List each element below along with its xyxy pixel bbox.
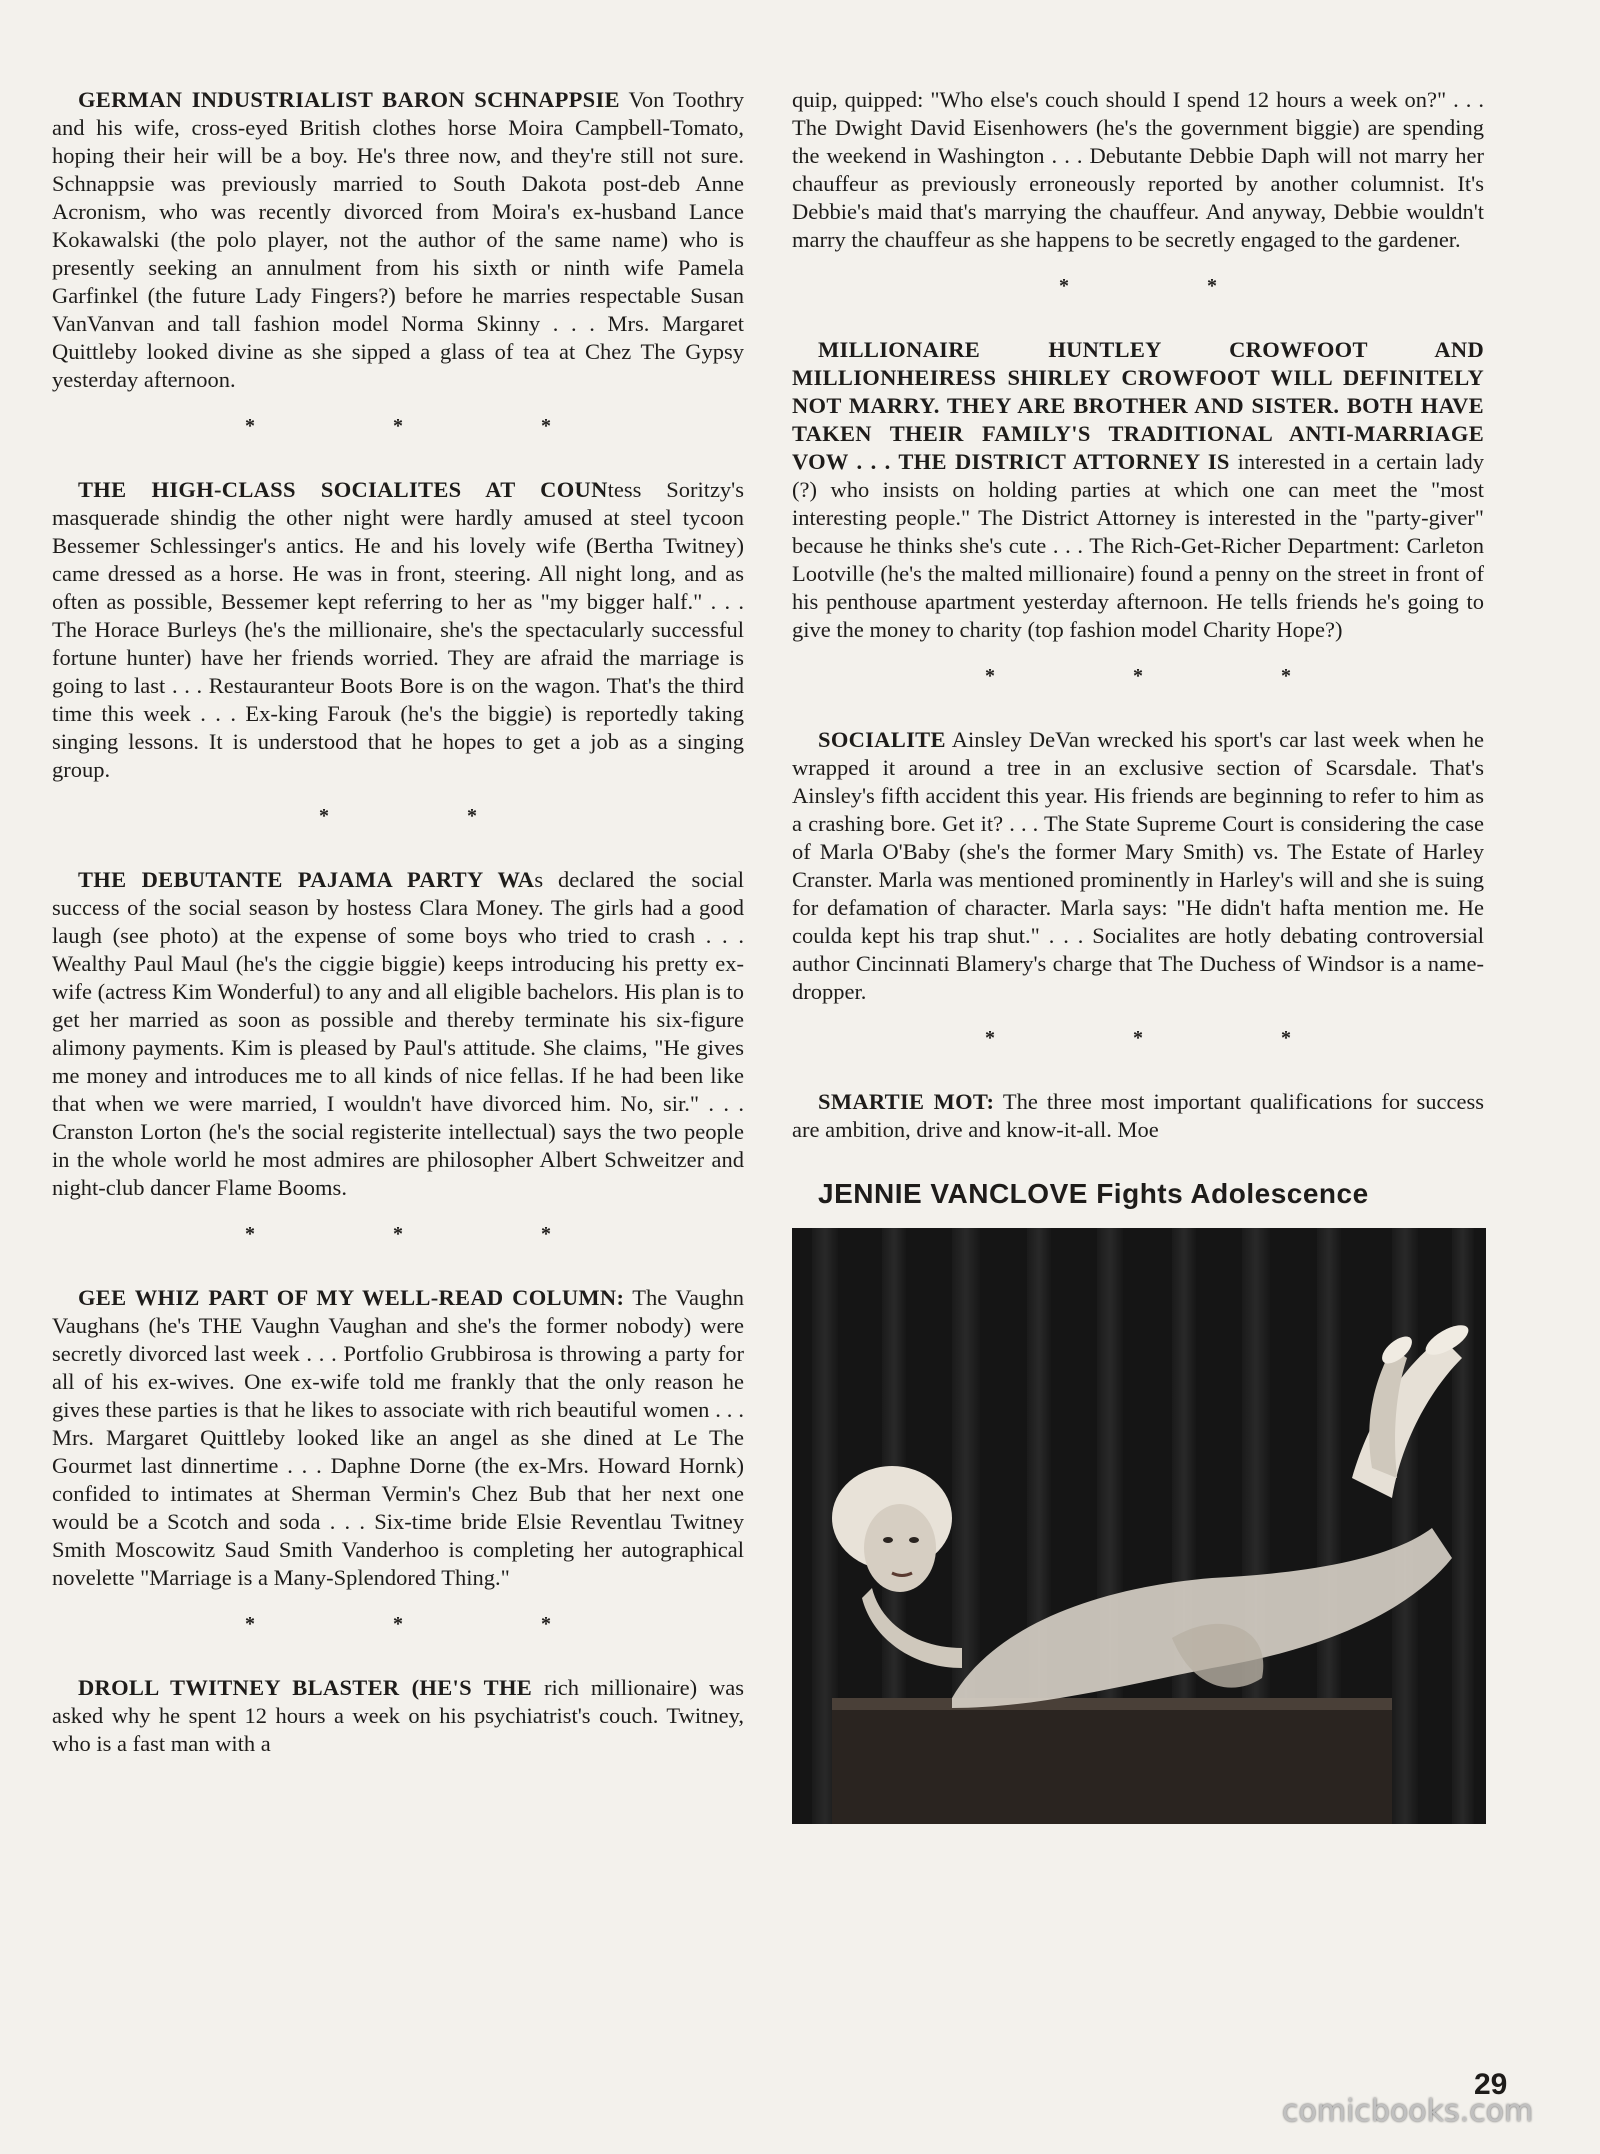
lead-in: THE DEBUTANTE PAJAMA PARTY WA	[78, 867, 535, 892]
lead-in: MILLIONAIRE HUNTLEY CROWFOOT AND MILLIONHEIRESS SHIRLEY CROWFOOT WILL DEFINITELY NOT MARRY. THEY ARE BROTHER AND SISTER. BOTH HAVE TAKEN THEIR FAMILY'S TRADITIONAL ANTI-MARRIAGE VOW . . . THE DISTRICT ATTORNEY IS	[792, 337, 1484, 474]
caption-rest: Fights Adolescence	[1096, 1178, 1369, 1209]
item-droll-twitney-blaster	[52, 1674, 744, 1758]
section-separator: * * *	[245, 415, 551, 437]
lead-in: THE HIGH-CLASS SOCIALITES AT COUN	[78, 477, 608, 502]
photo-illustration	[792, 1228, 1486, 1824]
paragraph-text: quip, quipped: "Who else's couch should I spend 12 hours a week on?" . . . The Dwight David Eisenhowers (he's the government biggie) are spending the weekend in Washington . . . Debutante Debbie Daph will not marry her chauffeur as previously erroneously reported by another columnist. It's Debbie's maid that's marrying the chauffeur. And anyway, Debbie wouldn't marry the chauffeur as she happens to be secretly engaged to the gardener.	[792, 87, 1484, 252]
left-column	[52, 86, 744, 1758]
page-number: 29	[1474, 2068, 1508, 2101]
paragraph-text: The three most important qualifications for success are ambition, drive and know-it-all. Moe	[792, 1089, 1484, 1142]
item-high-class-socialites	[52, 476, 744, 784]
paragraph-text: tess Soritzy's masquerade shindig the other night were hardly amused at steel tycoon Bessemer Schlessinger's antics. He and his lovely wife (Bertha Twitney) came dressed as a horse. He was in front, steering. All night long, and as often as possible, Bessemer kept referring to her as "my bigger half." . . . The Horace Burleys (he's the millionaire, she's the spectacularly successful fortune hunter) have her friends worried. They are afraid the marriage is going to last . . . Restauranteur Boots Bore is on the wagon. That's the third time this week . . . Ex-king Farouk (he's the biggie) is reportedly taking singing lessons. It is understood that he hopes to get a job as a singing group.	[52, 477, 744, 782]
item-baron-schnappsie	[52, 86, 744, 394]
lead-in: SOCIALITE	[818, 727, 946, 752]
face	[864, 1504, 936, 1592]
section-separator: * *	[319, 805, 477, 827]
paragraph-text: s declared the social success of the social season by hostess Clara Money. The girls had a good laugh (see photo) at the expense of some boys who tried to crash . . . Wealthy Paul Maul (he's the ciggie biggie) keeps introducing his pretty ex-wife (actress Kim Wonderful) to any and all eligible bachelors. His plan is to get her married as soon as possible and thereby terminate his six-figure alimony payments. Kim is pleased by Paul's attitude. She claims, "He gives me money and introduces me to all kinds of nice fellas. If he had been like that when we were married, I wouldn't have divorced him. No, sir." . . . Cranston Lorton (he's the social registerite intellectual) says the two people in the whole world he most admires are philosopher Albert Schweitzer and night-club dancer Flame Booms.	[52, 867, 744, 1200]
lead-in: SMARTIE MOT:	[818, 1089, 995, 1114]
lead-in: DROLL TWITNEY BLASTER (HE'S THE	[78, 1675, 533, 1700]
section-separator: * * *	[245, 1223, 551, 1245]
item-gee-whiz	[52, 1284, 744, 1592]
caption-name: JENNIE VANCLOVE	[818, 1178, 1088, 1209]
lead-in: GEE WHIZ PART OF MY WELL-READ COLUMN:	[78, 1285, 625, 1310]
right-column	[792, 86, 1484, 1824]
paragraph-text: Ainsley DeVan wrecked his sport's car last week when he wrapped it around a tree in an exclusive section of Scarsdale. That's Ainsley's fifth accident this year. His friends are beginning to refer to him as a crashing bore. Get it? . . . The State Supreme Court is considering the case of Marla O'Baby (she's the former Mary Smith) vs. The Estate of Harley Cranster. Marla was mentioned prominently in Harley's will and she is suing for defamation of character. Marla says: "He didn't hafta mention me. He coulda kept his trap shut." . . . Socialites are hotly debating controversial author Cincinnati Blamery's charge that The Duchess of Windsor is a name-dropper.	[792, 727, 1484, 1004]
paragraph-text: Von Toothry and his wife, cross-eyed British clothes horse Moira Campbell-Tomato, hoping their heir will be a boy. He's three now, and they're still not sure. Schnappsie was previously married to South Dakota post-deb Anne Acronism, who was recently divorced from Moira's ex-husband Lance Kokawalski (the polo player, not the author of the same name) who is presently seeking an annulment from his sixth or ninth wife Pamela Garfinkel (the future Lady Fingers?) before he marries respectable Susan VanVanvan and tall fashion model Norma Skinny . . . Mrs. Margaret Quittleby looked divine as she sipped a glass of tea at Chez The Gypsy yesterday afternoon.	[52, 87, 745, 392]
section-separator: * * *	[245, 1613, 551, 1635]
vintage-photo	[792, 1228, 1486, 1824]
watermark: comicbooks.com	[1282, 2094, 1534, 2129]
item-droll-twitney-continued	[792, 86, 1484, 254]
lead-in: GERMAN INDUSTRIALIST BARON SCHNAPPSIE	[78, 87, 620, 112]
bench	[832, 1698, 1392, 1824]
item-socialite-devan	[792, 726, 1484, 1006]
item-crowfoot	[792, 336, 1484, 644]
paragraph-text: interested in a certain lady (?) who insists on holding parties at which one can meet the "most interesting people." The District Attorney is interested in the "party-giver" because he thinks she's cute . . . The Rich-Get-Richer Department: Carleton Lootville (he's the malted millionaire) found a penny on the street in front of his penthouse apartment yesterday afternoon. He tells friends he's going to give the money to charity (top fashion model Charity Hope?)	[792, 449, 1484, 642]
section-separator: * *	[1059, 275, 1217, 297]
paragraph-text: rich millionaire) was asked why he spent 12 hours a week on his psychiatrist's couch. Twitney, who is a fast man with a	[52, 1675, 744, 1756]
photo-caption	[818, 1178, 1484, 1210]
item-debutante-pajama-party	[52, 866, 744, 1202]
section-separator: * * *	[985, 665, 1291, 687]
paragraph-text: The Vaughn Vaughans (he's THE Vaughn Vaughan and she's the former nobody) were secretly divorced last week . . . Portfolio Grubbirosa is throwing a party for all of his ex-wives. One ex-wife told me frankly that the only reason he gives these parties is that he likes to associate with rich beautiful women . . . Mrs. Margaret Quittleby looked like an angel as she dined at Le The Gourmet last dinnertime . . . Daphne Dorne (the ex-Mrs. Howard Hornk) confided to intimates at Sherman Vermin's Chez Bub that her next one would be a Scotch and soda . . . Six-time bride Elsie Reventlau Twitney Smith Moscowitz Saud Smith Vanderhoo is completing her autographical novelette "Marriage is a Many-Splendored Thing."	[52, 1285, 744, 1590]
section-separator: * * *	[985, 1027, 1291, 1049]
item-smartie-mot	[792, 1088, 1484, 1144]
